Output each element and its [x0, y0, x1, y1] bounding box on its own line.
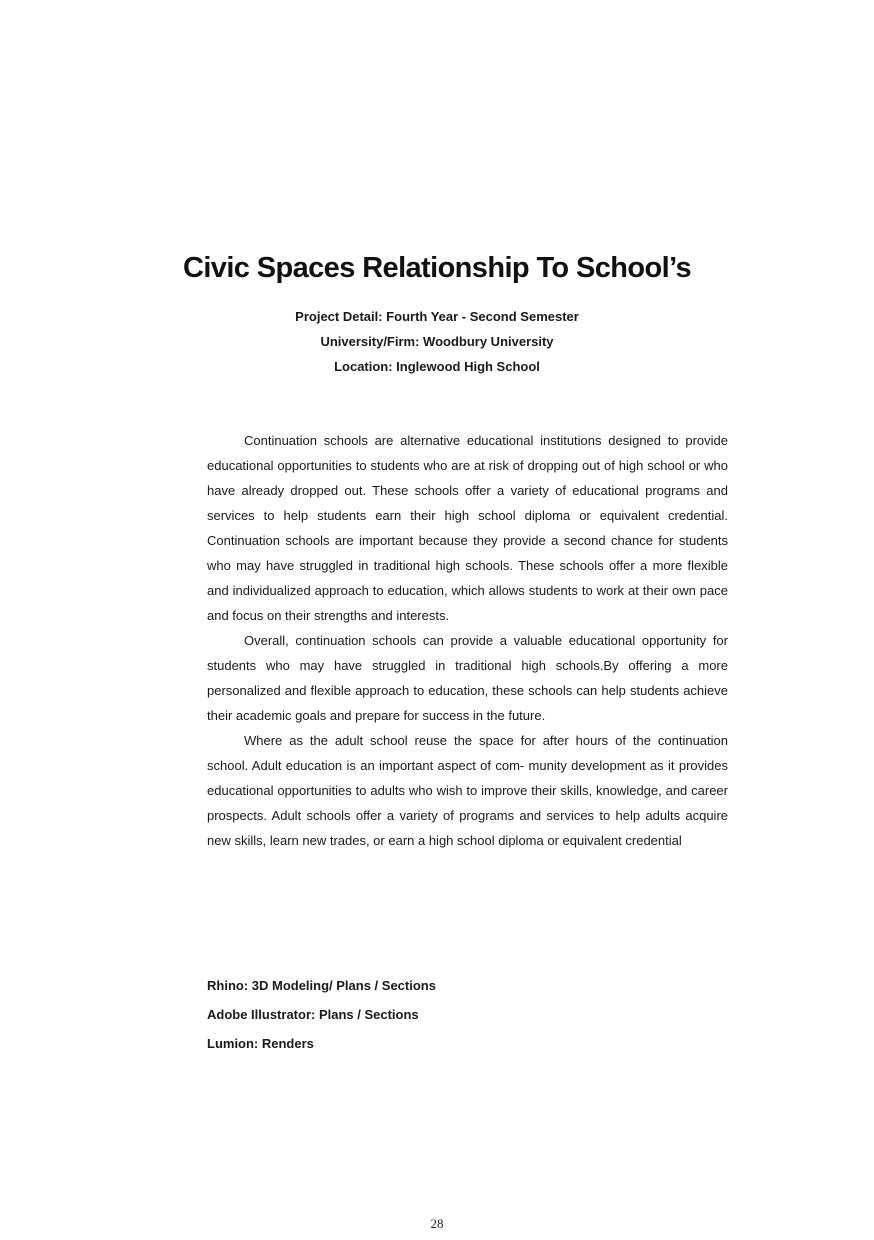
software-list — [207, 971, 728, 1058]
project-detail-line: Project Detail: Fourth Year - Second Semester — [295, 309, 579, 324]
body-text — [207, 428, 728, 853]
page-title: Civic Spaces Relationship To School’s — [183, 252, 691, 284]
paragraph-adult-school: Where as the adult school reuse the space for after hours of the continuation school. Adult education is an important aspect of com- munity development as it provides educational opportunities to adults who wish to improve their skills, knowledge, and career prospects. Adult schools offer a variety of programs and services to help adults acquire new skills, learn new trades, or earn a high school diploma or equivalent credential — [207, 733, 728, 848]
page-number: 28 — [430, 1216, 444, 1231]
paragraph-overall: Overall, continuation schools can provide a valuable educational opportunity for students who may have struggled in traditional high schools.By offering a more personalized and flexible approach to education, these schools can help students achieve their academic goals and prepare for success in the future. — [207, 633, 728, 723]
software-item-rhino: Rhino: 3D Modeling/ Plans / Sections — [207, 978, 436, 993]
location-line: Location: Inglewood High School — [334, 359, 540, 374]
software-item-illustrator: Adobe Illustrator: Plans / Sections — [207, 1007, 419, 1022]
project-details — [0, 304, 874, 379]
paragraph-continuation-schools: Continuation schools are alternative educational institutions designed to provide educational opportunities to students who are at risk of dropping out of high school or who have already dropped out. These schools offer a variety of educational programs and services to help students earn their high school diploma or equivalent credential. Continuation schools are important because they provide a second chance for students who may have struggled in traditional high schools. These schools offer a more flexible and individualized approach to education, which allows students to work at their own pace and focus on their strengths and interests. — [207, 433, 728, 623]
software-item-lumion: Lumion: Renders — [207, 1036, 314, 1051]
university-line: University/Firm: Woodbury University — [320, 334, 554, 349]
